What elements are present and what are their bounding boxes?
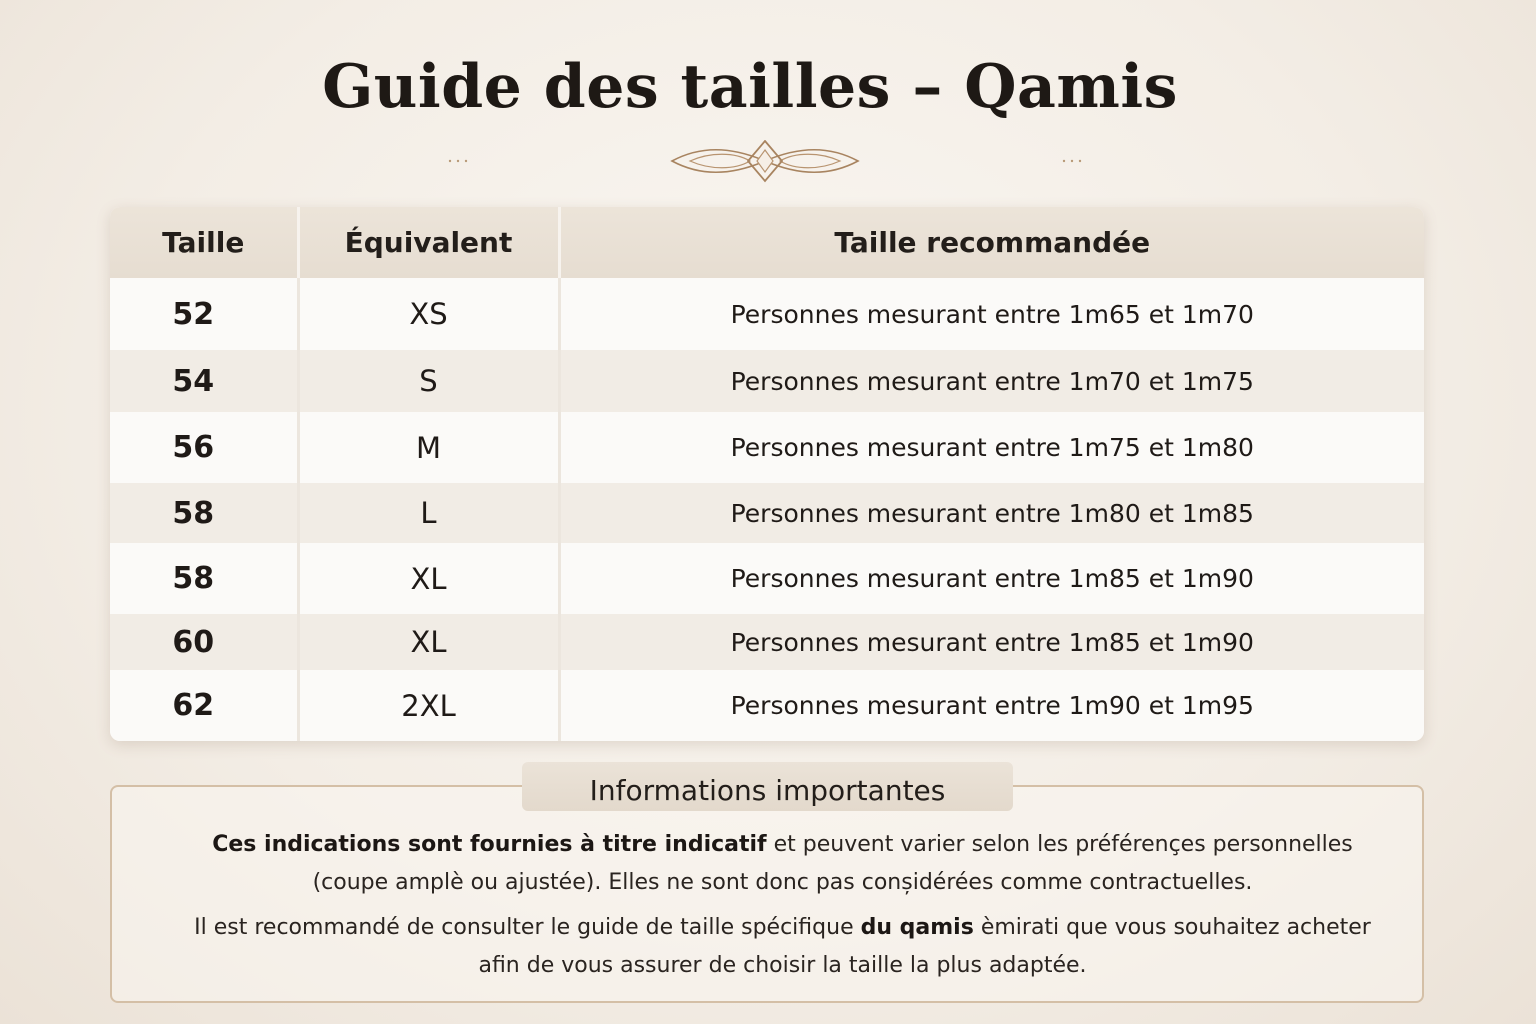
cell-recommendation: Personnes mesurant entre 1m65 et 1m70 [559,278,1424,350]
page-title: Guide des tailles – Qamis [322,52,1178,122]
info-paragraph-2 [175,909,1390,985]
cell-recommendation: Personnes mesurant entre 1m85 et 1m90 [559,543,1424,614]
info-box-label: Informations importantes [522,762,1013,811]
size-table [110,207,1424,741]
info-p1-bold: Ces indications sont fournies à titre indicatif [212,832,767,857]
cell-size: 56 [110,412,298,483]
cell-size: 52 [110,278,298,350]
cell-recommendation: Personnes mesurant entre 1m75 et 1m80 [559,412,1424,483]
cell-size: 58 [110,543,298,614]
cell-recommendation: Personnes mesurant entre 1m80 et 1m85 [559,483,1424,543]
header-taille: Taille [110,207,298,278]
table-row [110,614,1424,670]
cell-equivalent: 2XL [298,670,559,741]
cell-size: 60 [110,614,298,670]
info-p2-end: èmirati que vous souhaitez acheter afin de vous assurer de choisir la taille la plus adaptée. [478,915,1371,978]
cell-equivalent: L [298,483,559,543]
table-header-row [110,207,1424,278]
cell-equivalent: XL [298,543,559,614]
info-p2-bold: du qamis [860,915,974,940]
header-taille-recommandee: Taille recommandée [559,207,1424,278]
table-row [110,543,1424,614]
decorative-divider-ornament [440,140,1090,186]
info-p2-start: Il est recommandé de consulter le guide de taille spécifique [194,915,861,940]
cell-recommendation: Personnes mesurant entre 1m90 et 1m95 [559,670,1424,741]
table-row [110,278,1424,350]
cell-recommendation: Personnes mesurant entre 1m70 et 1m75 [559,350,1424,412]
cell-size: 58 [110,483,298,543]
table-row [110,350,1424,412]
cell-equivalent: M [298,412,559,483]
info-p1-rest: et peuvent varier selon les préférençes personnelles (coupe amplè ou ajustée). Elles ne sont donc pas conșidérées comme contractuelles. [312,832,1353,895]
cell-recommendation: Personnes mesurant entre 1m85 et 1m90 [559,614,1424,670]
info-paragraph-1 [175,826,1390,902]
cell-size: 62 [110,670,298,741]
table-row [110,412,1424,483]
cell-equivalent: XS [298,278,559,350]
cell-size: 54 [110,350,298,412]
table-row [110,670,1424,741]
table-row [110,483,1424,543]
cell-equivalent: XL [298,614,559,670]
size-table-card [110,207,1424,741]
header-equivalent: Équivalent [298,207,559,278]
cell-equivalent: S [298,350,559,412]
